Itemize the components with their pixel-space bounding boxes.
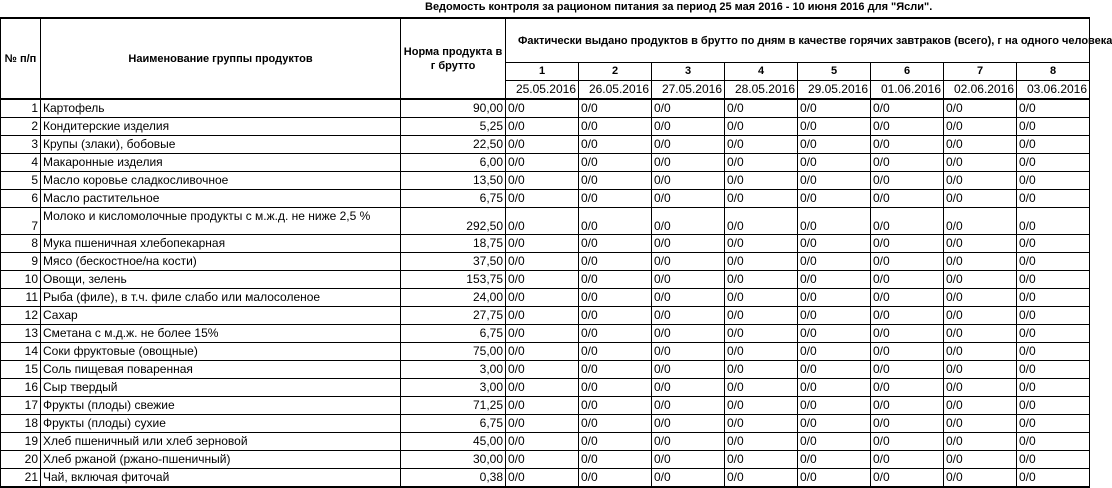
- product-norm[interactable]: 6,75: [401, 415, 506, 433]
- day-value-cell[interactable]: 0/0: [944, 469, 1017, 488]
- row-number[interactable]: 1: [1, 99, 41, 118]
- product-norm[interactable]: 45,00: [401, 433, 506, 451]
- day-value-cell[interactable]: 0/0: [871, 271, 944, 289]
- day-value-cell[interactable]: 0/0: [798, 307, 871, 325]
- product-name[interactable]: Сахар: [41, 307, 401, 325]
- day-value-cell[interactable]: 0/0: [506, 379, 579, 397]
- day-value-cell[interactable]: 0/0: [798, 154, 871, 172]
- day-value-cell[interactable]: 0/0: [506, 99, 579, 118]
- day-number-cell[interactable]: 3: [652, 63, 725, 81]
- day-value-cell[interactable]: 0/0: [579, 379, 652, 397]
- day-value-cell[interactable]: 0/0: [579, 451, 652, 469]
- product-name[interactable]: Картофель: [41, 99, 401, 118]
- header-fact[interactable]: Фактически выдано продуктов в брутто по дням в качестве горячих завтраков (всего), г на одного человека: [506, 18, 1090, 63]
- table-row: [1, 235, 1090, 253]
- day-value-cell[interactable]: 0/0: [871, 118, 944, 136]
- day-value-cell[interactable]: 0/0: [725, 136, 798, 154]
- day-value-cell[interactable]: 0/0: [1017, 253, 1090, 271]
- day-value-cell[interactable]: 0/0: [944, 343, 1017, 361]
- day-value-cell[interactable]: 0/0: [506, 118, 579, 136]
- day-value-cell[interactable]: 0/0: [579, 136, 652, 154]
- day-date-cell[interactable]: 29.05.2016: [798, 81, 871, 100]
- day-value-cell[interactable]: 0/0: [871, 289, 944, 307]
- day-value-cell[interactable]: 0/0: [798, 289, 871, 307]
- day-value-cell[interactable]: 0/0: [652, 307, 725, 325]
- day-value-cell[interactable]: 0/0: [1017, 307, 1090, 325]
- day-value-cell[interactable]: 0/0: [652, 415, 725, 433]
- day-value-cell[interactable]: 0/0: [725, 433, 798, 451]
- row-number[interactable]: 8: [1, 235, 41, 253]
- day-value-cell[interactable]: 0/0: [652, 433, 725, 451]
- day-value-cell[interactable]: 0/0: [506, 307, 579, 325]
- table-row: [1, 361, 1090, 379]
- day-value-cell[interactable]: 0/0: [944, 99, 1017, 118]
- table-row: [1, 469, 1090, 488]
- product-name[interactable]: Чай, включая фиточай: [41, 469, 401, 488]
- day-value-cell[interactable]: 0/0: [652, 451, 725, 469]
- product-name[interactable]: Масло растительное: [41, 190, 401, 208]
- product-norm[interactable]: 3,00: [401, 379, 506, 397]
- day-date-cell[interactable]: 01.06.2016: [871, 81, 944, 100]
- day-value-cell[interactable]: 0/0: [652, 136, 725, 154]
- row-number[interactable]: 3: [1, 136, 41, 154]
- product-norm[interactable]: 90,00: [401, 99, 506, 118]
- day-value-cell[interactable]: 0/0: [652, 190, 725, 208]
- table-row: [1, 136, 1090, 154]
- day-value-cell[interactable]: 0/0: [798, 99, 871, 118]
- day-value-cell[interactable]: 0/0: [944, 271, 1017, 289]
- day-value-cell[interactable]: 0/0: [1017, 469, 1090, 488]
- day-date-cell[interactable]: 28.05.2016: [725, 81, 798, 100]
- day-value-cell[interactable]: 0/0: [652, 271, 725, 289]
- day-value-cell[interactable]: 0/0: [579, 289, 652, 307]
- row-number[interactable]: 17: [1, 397, 41, 415]
- day-value-cell[interactable]: 0/0: [579, 99, 652, 118]
- day-value-cell[interactable]: 0/0: [725, 343, 798, 361]
- table-row: [1, 325, 1090, 343]
- product-norm[interactable]: 75,00: [401, 343, 506, 361]
- ration-table: [0, 17, 1112, 488]
- row-number[interactable]: 5: [1, 172, 41, 190]
- day-value-cell[interactable]: 0/0: [652, 289, 725, 307]
- day-value-cell[interactable]: 0/0: [579, 433, 652, 451]
- table-row: [1, 253, 1090, 271]
- table-row: [1, 415, 1090, 433]
- table-row: [1, 343, 1090, 361]
- day-value-cell[interactable]: 0/0: [579, 172, 652, 190]
- table-row: [1, 190, 1090, 208]
- product-norm[interactable]: 18,75: [401, 235, 506, 253]
- day-value-cell[interactable]: 0/0: [579, 361, 652, 379]
- day-date-cell[interactable]: 02.06.2016: [944, 81, 1017, 100]
- day-value-cell[interactable]: 0/0: [798, 469, 871, 488]
- day-value-cell[interactable]: 0/0: [1017, 361, 1090, 379]
- day-value-cell[interactable]: 0/0: [725, 415, 798, 433]
- product-name[interactable]: Овощи, зелень: [41, 271, 401, 289]
- day-value-cell[interactable]: 0/0: [725, 379, 798, 397]
- day-value-cell[interactable]: 0/0: [506, 325, 579, 343]
- day-value-cell[interactable]: 0/0: [944, 433, 1017, 451]
- day-value-cell[interactable]: 0/0: [798, 235, 871, 253]
- day-value-cell[interactable]: 0/0: [871, 190, 944, 208]
- day-value-cell[interactable]: 0/0: [871, 136, 944, 154]
- day-value-cell[interactable]: 0/0: [652, 99, 725, 118]
- day-value-cell[interactable]: 0/0: [506, 289, 579, 307]
- day-value-cell[interactable]: 0/0: [579, 397, 652, 415]
- day-value-cell[interactable]: 0/0: [725, 172, 798, 190]
- product-norm[interactable]: 37,50: [401, 253, 506, 271]
- day-value-cell[interactable]: 0/0: [871, 208, 944, 235]
- product-name[interactable]: Соль пищевая поваренная: [41, 361, 401, 379]
- product-norm[interactable]: 13,50: [401, 172, 506, 190]
- day-value-cell[interactable]: 0/0: [652, 253, 725, 271]
- day-value-cell[interactable]: 0/0: [944, 172, 1017, 190]
- product-norm[interactable]: 6,75: [401, 190, 506, 208]
- day-value-cell[interactable]: 0/0: [725, 397, 798, 415]
- day-value-cell[interactable]: 0/0: [725, 469, 798, 488]
- day-value-cell[interactable]: 0/0: [652, 172, 725, 190]
- day-value-cell[interactable]: 0/0: [579, 343, 652, 361]
- table-row: [1, 208, 1090, 235]
- day-number-cell[interactable]: 1: [506, 63, 579, 81]
- day-value-cell[interactable]: 0/0: [1017, 289, 1090, 307]
- product-norm[interactable]: 6,00: [401, 154, 506, 172]
- day-value-cell[interactable]: 0/0: [506, 433, 579, 451]
- product-norm[interactable]: 30,00: [401, 451, 506, 469]
- day-value-cell[interactable]: 0/0: [798, 415, 871, 433]
- day-value-cell[interactable]: 0/0: [1017, 172, 1090, 190]
- product-norm[interactable]: 6,75: [401, 325, 506, 343]
- day-number-cell[interactable]: 8: [1017, 63, 1090, 81]
- day-value-cell[interactable]: 0/0: [725, 208, 798, 235]
- day-value-cell[interactable]: 0/0: [1017, 433, 1090, 451]
- header-no[interactable]: № п/п: [1, 18, 41, 99]
- day-value-cell[interactable]: 0/0: [944, 415, 1017, 433]
- day-value-cell[interactable]: 0/0: [798, 253, 871, 271]
- product-norm[interactable]: 292,50: [401, 208, 506, 235]
- row-number[interactable]: 2: [1, 118, 41, 136]
- table-row: [1, 271, 1090, 289]
- day-value-cell[interactable]: 0/0: [944, 136, 1017, 154]
- product-name[interactable]: Хлеб ржаной (ржано-пшеничный): [41, 451, 401, 469]
- row-number[interactable]: 4: [1, 154, 41, 172]
- day-value-cell[interactable]: 0/0: [725, 361, 798, 379]
- table-row: [1, 118, 1090, 136]
- day-value-cell[interactable]: 0/0: [1017, 397, 1090, 415]
- day-value-cell[interactable]: 0/0: [506, 271, 579, 289]
- day-value-cell[interactable]: 0/0: [506, 343, 579, 361]
- day-number-cell[interactable]: 5: [798, 63, 871, 81]
- day-value-cell[interactable]: 0/0: [725, 307, 798, 325]
- day-value-cell[interactable]: 0/0: [506, 451, 579, 469]
- day-value-cell[interactable]: 0/0: [652, 343, 725, 361]
- day-value-cell[interactable]: 0/0: [506, 361, 579, 379]
- product-name[interactable]: Рыба (филе), в т.ч. филе слабо или малосоленое: [41, 289, 401, 307]
- day-value-cell[interactable]: 0/0: [1017, 271, 1090, 289]
- day-value-cell[interactable]: 0/0: [725, 289, 798, 307]
- day-date-cell[interactable]: 25.05.2016: [506, 81, 579, 100]
- day-value-cell[interactable]: 0/0: [506, 469, 579, 488]
- day-value-cell[interactable]: 0/0: [1017, 190, 1090, 208]
- table-row: [1, 397, 1090, 415]
- day-value-cell[interactable]: 0/0: [871, 154, 944, 172]
- day-value-cell[interactable]: 0/0: [652, 154, 725, 172]
- day-value-cell[interactable]: 0/0: [652, 208, 725, 235]
- header-norm[interactable]: Норма продукта в г брутто: [401, 18, 506, 99]
- day-value-cell[interactable]: 0/0: [506, 190, 579, 208]
- product-name[interactable]: Соки фруктовые (овощные): [41, 343, 401, 361]
- day-value-cell[interactable]: 0/0: [871, 361, 944, 379]
- day-value-cell[interactable]: 0/0: [1017, 99, 1090, 118]
- product-name[interactable]: Хлеб пшеничный или хлеб зерновой: [41, 433, 401, 451]
- row-number[interactable]: 10: [1, 271, 41, 289]
- table-row: [1, 154, 1090, 172]
- product-name[interactable]: Кондитерские изделия: [41, 118, 401, 136]
- product-norm[interactable]: 24,00: [401, 289, 506, 307]
- title-text: Ведомость контроля за рационом питания за период 25 мая 2016 - 10 июня 2016 для "Ясли".: [425, 1, 933, 13]
- product-norm[interactable]: 71,25: [401, 397, 506, 415]
- day-value-cell[interactable]: 0/0: [798, 397, 871, 415]
- day-number-cell[interactable]: 2: [579, 63, 652, 81]
- day-value-cell[interactable]: 0/0: [798, 271, 871, 289]
- product-name[interactable]: Фрукты (плоды) свежие: [41, 397, 401, 415]
- row-number[interactable]: 12: [1, 307, 41, 325]
- day-value-cell[interactable]: 0/0: [1017, 208, 1090, 235]
- day-value-cell[interactable]: 0/0: [944, 289, 1017, 307]
- day-value-cell[interactable]: 0/0: [871, 469, 944, 488]
- day-value-cell[interactable]: 0/0: [652, 118, 725, 136]
- day-value-cell[interactable]: 0/0: [944, 325, 1017, 343]
- day-value-cell[interactable]: 0/0: [579, 415, 652, 433]
- day-value-cell[interactable]: 0/0: [652, 235, 725, 253]
- table-row: [1, 433, 1090, 451]
- product-name[interactable]: Молоко и кисломолочные продукты с м.ж.д. не ниже 2,5 %: [41, 208, 401, 235]
- day-value-cell[interactable]: 0/0: [725, 325, 798, 343]
- day-value-cell[interactable]: 0/0: [579, 208, 652, 235]
- day-value-cell[interactable]: 0/0: [579, 235, 652, 253]
- day-value-cell[interactable]: 0/0: [652, 379, 725, 397]
- day-value-cell[interactable]: 0/0: [725, 235, 798, 253]
- day-value-cell[interactable]: 0/0: [798, 361, 871, 379]
- product-name[interactable]: Сметана с м.д.ж. не более 15%: [41, 325, 401, 343]
- row-number[interactable]: 21: [1, 469, 41, 488]
- day-value-cell[interactable]: 0/0: [506, 253, 579, 271]
- day-value-cell[interactable]: 0/0: [1017, 325, 1090, 343]
- day-value-cell[interactable]: 0/0: [871, 397, 944, 415]
- product-norm[interactable]: 3,00: [401, 361, 506, 379]
- day-date-cell[interactable]: 26.05.2016: [579, 81, 652, 100]
- day-value-cell[interactable]: 0/0: [506, 154, 579, 172]
- day-value-cell[interactable]: 0/0: [579, 190, 652, 208]
- day-value-cell[interactable]: 0/0: [579, 253, 652, 271]
- header-name[interactable]: Наименование группы продуктов: [41, 18, 401, 99]
- day-value-cell[interactable]: 0/0: [871, 451, 944, 469]
- day-value-cell[interactable]: 0/0: [725, 253, 798, 271]
- day-value-cell[interactable]: 0/0: [506, 172, 579, 190]
- day-value-cell[interactable]: 0/0: [1017, 451, 1090, 469]
- product-name[interactable]: Макаронные изделия: [41, 154, 401, 172]
- table-row: [1, 451, 1090, 469]
- day-value-cell[interactable]: 0/0: [944, 307, 1017, 325]
- sheet-title: [0, 1, 1066, 17]
- row-number[interactable]: 18: [1, 415, 41, 433]
- product-name[interactable]: Мясо (бескостное/на кости): [41, 253, 401, 271]
- day-value-cell[interactable]: 0/0: [1017, 235, 1090, 253]
- product-norm[interactable]: 0,38: [401, 469, 506, 488]
- day-value-cell[interactable]: 0/0: [1017, 343, 1090, 361]
- day-value-cell[interactable]: 0/0: [652, 325, 725, 343]
- day-value-cell[interactable]: 0/0: [579, 307, 652, 325]
- row-number[interactable]: 20: [1, 451, 41, 469]
- day-value-cell[interactable]: 0/0: [725, 99, 798, 118]
- day-value-cell[interactable]: 0/0: [944, 118, 1017, 136]
- day-value-cell[interactable]: 0/0: [798, 451, 871, 469]
- day-value-cell[interactable]: 0/0: [944, 253, 1017, 271]
- day-value-cell[interactable]: 0/0: [1017, 379, 1090, 397]
- product-name[interactable]: Масло коровье сладкосливочное: [41, 172, 401, 190]
- day-value-cell[interactable]: 0/0: [725, 118, 798, 136]
- day-value-cell[interactable]: 0/0: [871, 307, 944, 325]
- day-value-cell[interactable]: 0/0: [871, 343, 944, 361]
- day-value-cell[interactable]: 0/0: [579, 118, 652, 136]
- day-value-cell[interactable]: 0/0: [1017, 415, 1090, 433]
- product-name[interactable]: Мука пшеничная хлебопекарная: [41, 235, 401, 253]
- day-value-cell[interactable]: 0/0: [944, 208, 1017, 235]
- day-value-cell[interactable]: 0/0: [506, 397, 579, 415]
- day-value-cell[interactable]: 0/0: [506, 208, 579, 235]
- day-number-cell[interactable]: 6: [871, 63, 944, 81]
- row-number[interactable]: 6: [1, 190, 41, 208]
- table-row: [1, 289, 1090, 307]
- day-value-cell[interactable]: 0/0: [798, 118, 871, 136]
- day-value-cell[interactable]: 0/0: [506, 235, 579, 253]
- day-value-cell[interactable]: 0/0: [871, 325, 944, 343]
- day-value-cell[interactable]: 0/0: [871, 235, 944, 253]
- day-value-cell[interactable]: 0/0: [944, 397, 1017, 415]
- day-value-cell[interactable]: 0/0: [579, 325, 652, 343]
- day-value-cell[interactable]: 0/0: [871, 172, 944, 190]
- day-value-cell[interactable]: 0/0: [652, 361, 725, 379]
- row-number[interactable]: 15: [1, 361, 41, 379]
- day-value-cell[interactable]: 0/0: [798, 325, 871, 343]
- row-number[interactable]: 13: [1, 325, 41, 343]
- day-value-cell[interactable]: 0/0: [652, 469, 725, 488]
- day-value-cell[interactable]: 0/0: [871, 415, 944, 433]
- day-value-cell[interactable]: 0/0: [506, 415, 579, 433]
- day-value-cell[interactable]: 0/0: [798, 208, 871, 235]
- day-value-cell[interactable]: 0/0: [871, 253, 944, 271]
- day-value-cell[interactable]: 0/0: [1017, 154, 1090, 172]
- table-row: [1, 172, 1090, 190]
- day-value-cell[interactable]: 0/0: [871, 379, 944, 397]
- day-value-cell[interactable]: 0/0: [652, 397, 725, 415]
- day-value-cell[interactable]: 0/0: [798, 343, 871, 361]
- row-number[interactable]: 9: [1, 253, 41, 271]
- row-number[interactable]: 16: [1, 379, 41, 397]
- table-row: [1, 307, 1090, 325]
- day-value-cell[interactable]: 0/0: [579, 469, 652, 488]
- day-value-cell[interactable]: 0/0: [944, 154, 1017, 172]
- day-value-cell[interactable]: 0/0: [798, 379, 871, 397]
- day-value-cell[interactable]: 0/0: [871, 433, 944, 451]
- product-norm[interactable]: 22,50: [401, 136, 506, 154]
- product-norm[interactable]: 5,25: [401, 118, 506, 136]
- day-value-cell[interactable]: 0/0: [944, 379, 1017, 397]
- product-name[interactable]: Сыр твердый: [41, 379, 401, 397]
- day-value-cell[interactable]: 0/0: [944, 235, 1017, 253]
- row-number[interactable]: 11: [1, 289, 41, 307]
- product-norm[interactable]: 153,75: [401, 271, 506, 289]
- table-row: [1, 99, 1090, 118]
- day-number-cell[interactable]: 7: [944, 63, 1017, 81]
- product-norm[interactable]: 27,75: [401, 307, 506, 325]
- row-number[interactable]: 19: [1, 433, 41, 451]
- product-name[interactable]: Фрукты (плоды) сухие: [41, 415, 401, 433]
- day-value-cell[interactable]: 0/0: [798, 433, 871, 451]
- day-value-cell[interactable]: 0/0: [944, 190, 1017, 208]
- row-number[interactable]: 7: [1, 208, 41, 235]
- day-value-cell[interactable]: 0/0: [725, 190, 798, 208]
- day-date-cell[interactable]: 27.05.2016: [652, 81, 725, 100]
- day-value-cell[interactable]: 0/0: [798, 136, 871, 154]
- day-value-cell[interactable]: 0/0: [944, 361, 1017, 379]
- day-value-cell[interactable]: 0/0: [725, 271, 798, 289]
- day-value-cell[interactable]: 0/0: [579, 271, 652, 289]
- table-row: [1, 379, 1090, 397]
- day-value-cell[interactable]: 0/0: [725, 451, 798, 469]
- day-value-cell[interactable]: 0/0: [579, 154, 652, 172]
- row-number[interactable]: 14: [1, 343, 41, 361]
- day-value-cell[interactable]: 0/0: [1017, 118, 1090, 136]
- day-value-cell[interactable]: 0/0: [944, 451, 1017, 469]
- day-value-cell[interactable]: 0/0: [798, 172, 871, 190]
- day-date-cell[interactable]: 03.06.2016: [1017, 81, 1090, 100]
- day-value-cell[interactable]: 0/0: [506, 136, 579, 154]
- day-value-cell[interactable]: 0/0: [725, 154, 798, 172]
- day-value-cell[interactable]: 0/0: [871, 99, 944, 118]
- day-number-cell[interactable]: 4: [725, 63, 798, 81]
- day-value-cell[interactable]: 0/0: [798, 190, 871, 208]
- product-name[interactable]: Крупы (злаки), бобовые: [41, 136, 401, 154]
- day-value-cell[interactable]: 0/0: [1017, 136, 1090, 154]
